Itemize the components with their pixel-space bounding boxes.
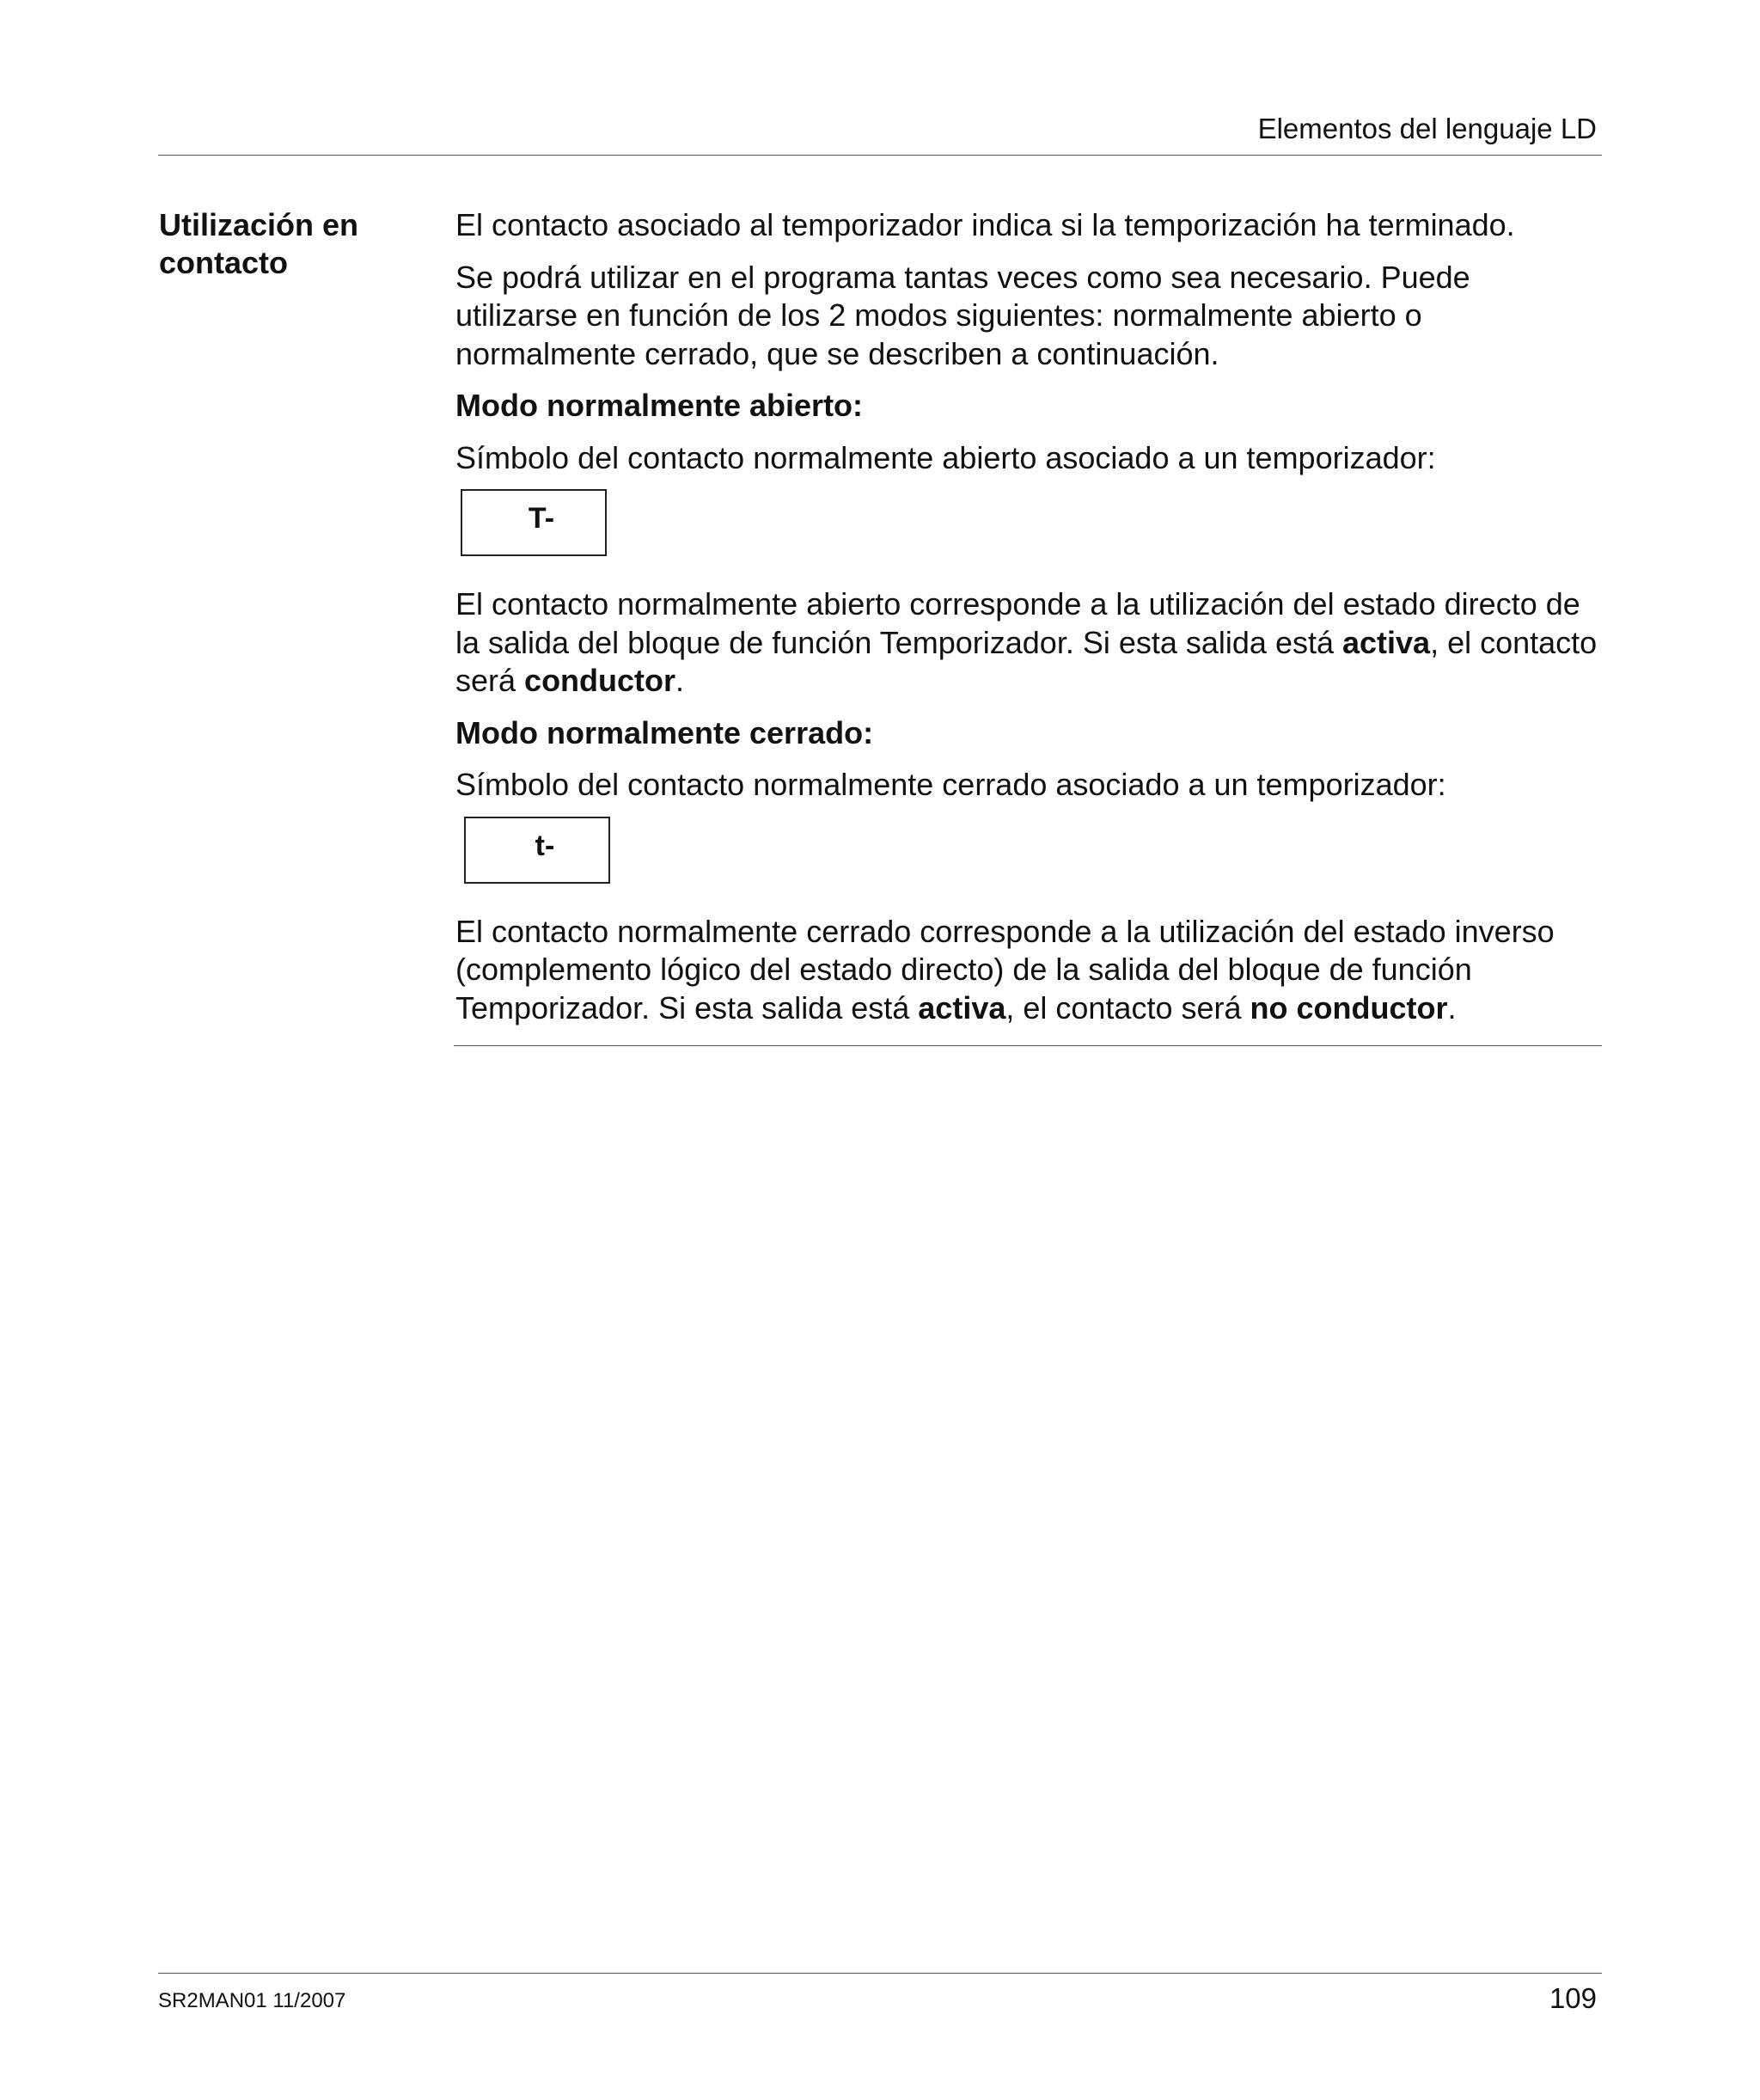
nc-symbol-caption: Símbolo del contacto normalmente cerrado asociado a un temporizador:: [455, 767, 1446, 802]
no-contact-symbol-label: T-: [528, 502, 555, 535]
nc-contact-symbol: [464, 817, 610, 884]
usage-paragraph: Se podrá utilizar en el programa tantas veces como sea necesario. Puede utilizarse en función de los 2 modos siguientes: normalmente abierto o normalmente cerrado, que se describen a continuación.: [455, 259, 1470, 371]
section-heading: Utilización en contacto: [159, 207, 359, 280]
no-contact-symbol: [461, 489, 607, 556]
nc-desc-bold-no-conductor: no conductor: [1250, 989, 1448, 1026]
running-header: Elementos del lenguaje LD: [1257, 113, 1597, 144]
nc-mode-heading: Modo normalmente cerrado:: [455, 714, 874, 750]
nc-desc-text-3: .: [1447, 989, 1457, 1026]
nc-desc-text-1: El contacto normalmente cerrado corresponde a la utilización del estado inverso (complemento lógico del estado directo) de la salida del bloque de función Temporizador. Si esta salida está: [455, 913, 1555, 1026]
header-divider: [158, 155, 1602, 156]
section-body: [455, 206, 1600, 1041]
nc-mode-description: [455, 913, 1600, 1028]
no-desc-text-2: , el contacto será: [455, 624, 1598, 698]
no-desc-bold-conductor: conductor: [524, 663, 676, 698]
page-number: 109: [1549, 1982, 1597, 2014]
no-mode-description: [455, 585, 1600, 701]
document-reference: SR2MAN01 11/2007: [158, 1989, 346, 2012]
no-mode-heading: Modo normalmente abierto:: [455, 388, 864, 423]
section-end-divider: [454, 1045, 1602, 1046]
intro-paragraph: El contacto asociado al temporizador indica si la temporización ha terminado.: [455, 207, 1515, 242]
no-symbol-caption: Símbolo del contacto normalmente abierto asociado a un temporizador:: [455, 439, 1436, 475]
no-desc-text-3: .: [675, 663, 685, 698]
nc-desc-text-2: , el contacto será: [1005, 989, 1250, 1026]
nc-contact-symbol-label: t-: [535, 829, 555, 862]
no-desc-bold-active: activa: [1342, 624, 1431, 660]
footer-divider: [158, 1973, 1602, 1974]
nc-desc-bold-active: activa: [918, 989, 1006, 1026]
no-desc-text-1: El contacto normalmente abierto corresponde a la utilización del estado directo de la salida del bloque de función Temporizador. Si esta salida está: [455, 586, 1580, 660]
